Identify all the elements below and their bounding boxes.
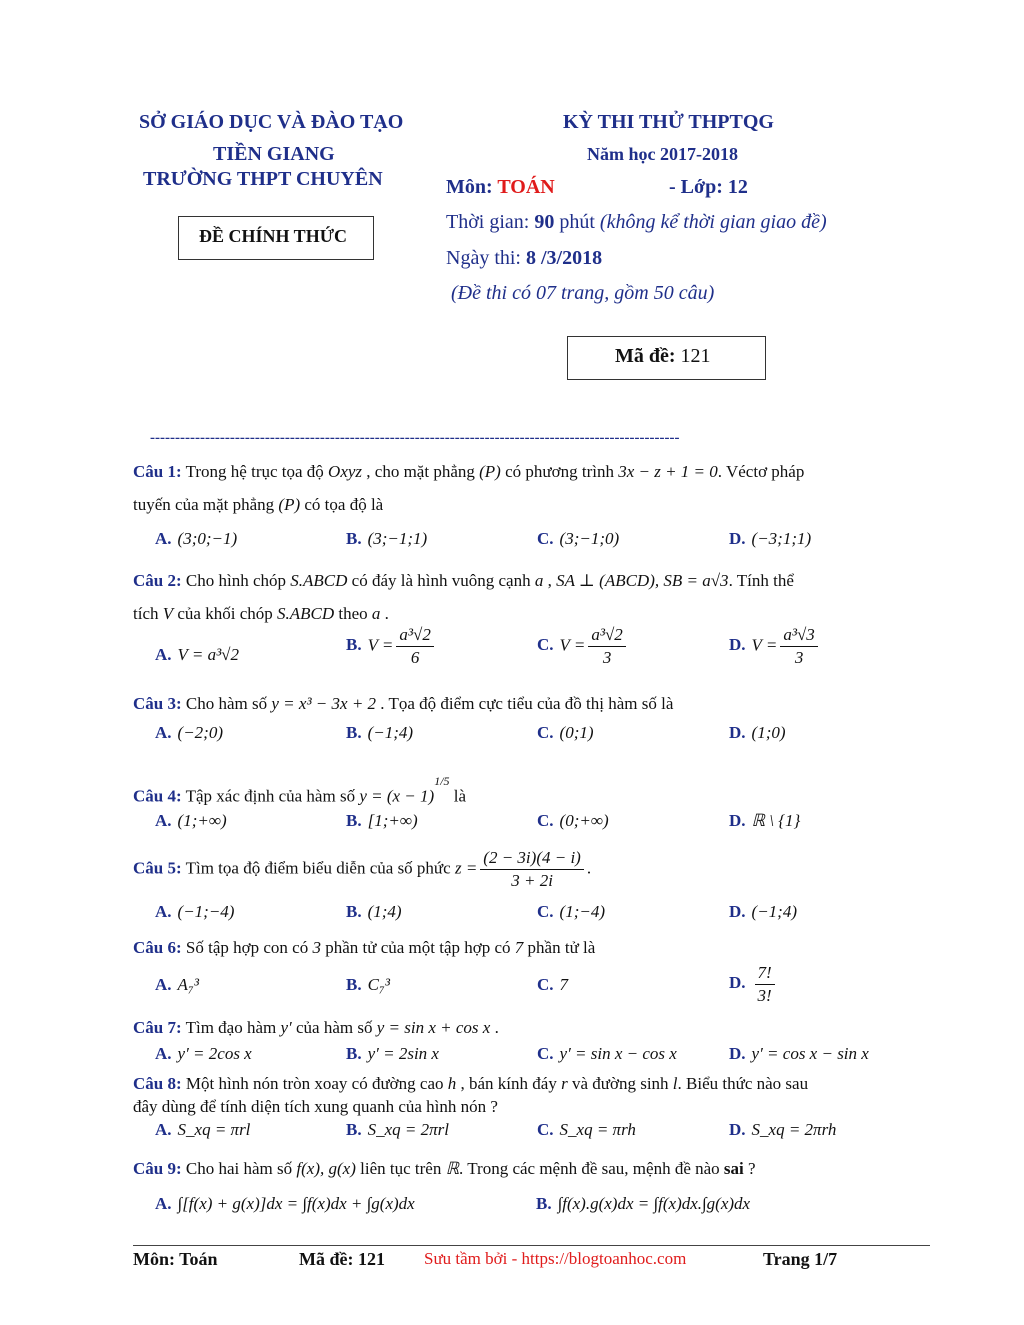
q7-text: của hàm số — [291, 1018, 377, 1037]
q6-option-c[interactable] — [537, 975, 568, 995]
option-value: (−3;1;1) — [751, 529, 812, 548]
option-value: S_xq = 2πrh — [751, 1120, 837, 1139]
q3-label: Câu 3: — [133, 694, 182, 713]
q7-label: Câu 7: — [133, 1018, 182, 1037]
option-letter: B. — [536, 1194, 552, 1213]
option-value: (−1;−4) — [177, 902, 235, 921]
footer-code: Mã đề: 121 — [299, 1249, 385, 1269]
q1-math: Oxyz — [328, 462, 363, 481]
fraction — [588, 624, 625, 669]
q5-option-b[interactable] — [346, 902, 402, 922]
footer-subject: Môn: Toán — [133, 1249, 218, 1269]
option-value: y′ = 2sin x — [367, 1044, 439, 1063]
subject-value: TOÁN — [497, 176, 555, 198]
question-9 — [133, 1158, 756, 1180]
q6-text: Số tập hợp con có — [181, 938, 313, 957]
q6-option-d[interactable] — [729, 962, 778, 1007]
q4-text: là — [449, 786, 467, 806]
fraction — [396, 624, 433, 669]
q6-option-b[interactable] — [346, 975, 390, 995]
option-letter: C. — [537, 1044, 554, 1063]
fraction-denominator: 3! — [757, 986, 772, 1005]
option-value: (3;−1;1) — [367, 529, 428, 548]
q1-math: 3x − z + 1 = 0 — [618, 462, 718, 481]
question-8-line2: đây dùng để tính diện tích xung quanh của hình nón ? — [133, 1097, 498, 1116]
fraction — [480, 847, 584, 892]
option-letter: D. — [729, 902, 746, 921]
q6-math: 3 — [312, 938, 321, 957]
exam-code-box — [567, 336, 766, 380]
q3-text: . Tọa độ điểm cực tiểu của đồ thị hàm số là — [376, 694, 674, 713]
q7-math: y = sin x + cos x — [376, 1018, 491, 1037]
option-value: (1;4) — [367, 902, 402, 921]
q9-math: ℝ — [445, 1159, 460, 1178]
q8-option-d[interactable] — [729, 1120, 836, 1140]
fraction-denominator: 3 — [794, 648, 804, 667]
q8-label: Câu 8: — [133, 1074, 182, 1093]
official-label: ĐỀ CHÍNH THỨC — [199, 226, 348, 246]
q3-option-a[interactable] — [155, 723, 223, 743]
q7-option-d[interactable] — [729, 1044, 869, 1064]
option-letter: B. — [346, 902, 362, 921]
q2-option-a[interactable] — [155, 645, 239, 665]
option-value: y′ = 2cos x — [177, 1044, 252, 1063]
q2-text: tích — [133, 604, 163, 623]
q2-math: SA ⊥ (ABCD), SB = a√3 — [556, 571, 729, 590]
option-letter: C. — [537, 811, 554, 830]
option-value: (−1;4) — [751, 902, 797, 921]
q8-text: . Biểu thức nào sau — [677, 1074, 809, 1093]
q5-text: Tìm tọa độ điểm biểu diễn của số phức — [181, 858, 455, 878]
option-value: y′ = cos x − sin x — [751, 1044, 869, 1063]
q1-text: có phương trình — [500, 462, 619, 481]
time-note: (không kể thời gian giao đề) — [599, 211, 827, 233]
q4-option-a[interactable] — [155, 811, 227, 831]
q4-option-b[interactable] — [346, 811, 418, 831]
date-line — [446, 247, 602, 270]
q2-option-c[interactable] — [537, 624, 629, 669]
option-letter: C. — [537, 635, 554, 655]
divider-line: ---------------------------------------------------------------------------------------------------------- — [150, 430, 680, 446]
option-value: V = — [367, 635, 394, 655]
q8-text: , bán kính đáy — [456, 1074, 562, 1093]
school-year: Năm học 2017-2018 — [587, 144, 738, 164]
option-value: (3;0;−1) — [177, 529, 238, 548]
option-letter: B. — [346, 723, 362, 742]
fraction-denominator: 3 — [602, 648, 612, 667]
option-value: ∫f(x).g(x)dx = ∫f(x)dx.∫g(x)dx — [557, 1194, 751, 1213]
option-letter: B. — [346, 975, 362, 994]
q2-text: , — [543, 571, 557, 590]
question-1-line2 — [133, 494, 383, 516]
q6-option-a[interactable] — [155, 975, 199, 995]
question-2 — [133, 570, 794, 592]
q7-option-c[interactable] — [537, 1044, 677, 1064]
q5-option-a[interactable] — [155, 902, 234, 922]
option-value: (1;0) — [751, 723, 786, 742]
option-value: (1;+∞) — [177, 811, 227, 830]
option-letter: A. — [155, 723, 172, 742]
q1-text: Trong hệ trục tọa độ — [181, 462, 329, 481]
option-letter: C. — [537, 723, 554, 742]
q8-math: l — [672, 1074, 678, 1093]
q1-option-c[interactable] — [537, 529, 619, 549]
q2-math: a — [534, 571, 544, 590]
fraction-numerator: a³√2 — [396, 624, 433, 647]
option-value: S_xq = 2πrl — [367, 1120, 449, 1139]
code-value: 121 — [680, 345, 711, 367]
q1-text: có tọa độ là — [300, 495, 384, 514]
option-letter: A. — [155, 811, 172, 830]
option-value: V = — [559, 635, 586, 655]
code-label: Mã đề: — [615, 345, 681, 367]
option-value: S_xq = πrh — [559, 1120, 636, 1139]
option-value: A₇³ — [177, 975, 199, 994]
q1-text: , cho mặt phẳng — [362, 462, 480, 481]
option-value: V = a³√2 — [177, 645, 240, 664]
option-letter: A. — [155, 529, 172, 548]
question-3 — [133, 693, 673, 715]
q2-option-b[interactable] — [346, 624, 437, 669]
q6-math: 7 — [514, 938, 524, 957]
q4-text: Tập xác định của hàm số — [181, 786, 360, 806]
q9-text: . Trong các mệnh đề sau, mệnh đề nào — [459, 1159, 724, 1178]
option-letter: D. — [729, 1044, 746, 1063]
q1-text: tuyến của mặt phẳng — [133, 495, 279, 514]
q9-emphasis: sai — [723, 1159, 744, 1178]
footer-page: Trang 1/7 — [763, 1249, 838, 1269]
time-unit: phút — [554, 211, 600, 233]
fraction-numerator: a³√3 — [780, 624, 817, 647]
q2-text: theo — [334, 604, 372, 623]
official-box — [178, 216, 374, 260]
q1-math: (P) — [278, 495, 301, 514]
footer-divider — [133, 1245, 930, 1246]
q2-option-d[interactable] — [729, 624, 821, 669]
option-letter: D. — [729, 1120, 746, 1139]
fraction-denominator: 6 — [410, 648, 420, 667]
option-letter: A. — [155, 1194, 172, 1213]
option-value: V = — [751, 635, 778, 655]
q8-text: và đường sinh — [567, 1074, 673, 1093]
subject-label: Môn: — [446, 176, 498, 198]
q8-option-b[interactable] — [346, 1120, 449, 1140]
question-5 — [133, 847, 591, 892]
q4-option-c[interactable] — [537, 811, 609, 831]
fraction — [780, 624, 817, 669]
q2-math: S.ABCD — [277, 604, 335, 623]
fraction-numerator: (2 − 3i)(4 − i) — [480, 847, 584, 870]
subject-line — [446, 176, 555, 199]
grade: - Lớp: 12 — [669, 176, 748, 198]
q2-label: Câu 2: — [133, 571, 182, 590]
fraction-numerator: 7! — [755, 962, 775, 985]
question-8 — [133, 1073, 808, 1095]
option-letter: B. — [346, 635, 362, 655]
q3-option-c[interactable] — [537, 723, 594, 743]
q5-option-c[interactable] — [537, 902, 605, 922]
q2-math: V — [162, 604, 174, 623]
dept-line1: SỞ GIÁO DỤC VÀ ĐÀO TẠO — [139, 111, 404, 133]
question-7 — [133, 1017, 499, 1039]
q9-text: ? — [743, 1159, 756, 1178]
option-value: C₇³ — [367, 975, 390, 994]
q5-text: . — [586, 858, 592, 878]
q8-option-c[interactable] — [537, 1120, 636, 1140]
option-letter: D. — [729, 811, 746, 830]
option-letter: B. — [346, 1044, 362, 1063]
time-line — [446, 211, 827, 234]
option-value: (3;−1;0) — [559, 529, 620, 548]
q1-label: Câu 1: — [133, 462, 182, 481]
q1-option-a[interactable] — [155, 529, 237, 549]
q9-text: liên tục trên — [355, 1159, 446, 1178]
pages-note: (Đề thi có 07 trang, gồm 50 câu) — [451, 282, 715, 304]
q7-text: Tìm đạo hàm — [181, 1018, 281, 1037]
fraction — [755, 962, 775, 1007]
time-value: 90 — [534, 211, 555, 233]
q7-option-a[interactable] — [155, 1044, 252, 1064]
time-label: Thời gian: — [446, 211, 535, 233]
q1-math: (P) — [479, 462, 501, 481]
q3-text: Cho hàm số — [181, 694, 272, 713]
option-letter: D. — [729, 635, 746, 655]
footer-source-link[interactable]: Sưu tầm bởi - https://blogtoanhoc.com — [424, 1249, 687, 1268]
q7-option-b[interactable] — [346, 1044, 439, 1064]
option-value: (0;1) — [559, 723, 594, 742]
q5-label: Câu 5: — [133, 858, 182, 878]
q4-exponent: 1/5 — [434, 774, 450, 788]
option-value: (−1;4) — [367, 723, 414, 742]
q2-text: . Tính thể — [728, 571, 794, 590]
option-value: S_xq = πrl — [177, 1120, 251, 1139]
option-value: [1;+∞) — [367, 811, 418, 830]
option-letter: C. — [537, 1120, 554, 1139]
option-letter: C. — [537, 902, 554, 921]
q2-text: Cho hình chóp — [181, 571, 291, 590]
q4-math: y = (x − 1) — [359, 786, 435, 806]
option-value: 7 — [559, 975, 569, 994]
option-value: (1;−4) — [559, 902, 605, 921]
option-letter: B. — [346, 1120, 362, 1139]
date-label: Ngày thi: — [446, 247, 526, 269]
q2-text: . — [380, 604, 389, 623]
q1-option-b[interactable] — [346, 529, 427, 549]
date-value: 8 /3/2018 — [526, 247, 603, 269]
option-letter: A. — [155, 645, 172, 664]
q8-math: h — [447, 1074, 457, 1093]
q9-label: Câu 9: — [133, 1159, 182, 1178]
option-value: ℝ \ {1} — [751, 811, 801, 830]
q1-text: . Véctơ pháp — [717, 462, 805, 481]
option-letter: C. — [537, 529, 554, 548]
option-letter: A. — [155, 975, 172, 994]
q4-option-d[interactable] — [729, 811, 800, 831]
q2-math: S.ABCD — [290, 571, 348, 590]
question-2-line2 — [133, 603, 389, 625]
q3-math: y = x³ − 3x + 2 — [271, 694, 377, 713]
q9-option-b[interactable] — [536, 1194, 750, 1214]
dept-line2: TIỀN GIANG — [213, 143, 335, 165]
option-value: (0;+∞) — [559, 811, 609, 830]
q8-math: r — [561, 1074, 568, 1093]
option-value: (−2;0) — [177, 723, 223, 742]
q7-text: . — [490, 1018, 499, 1037]
school-name: TRƯỜNG THPT CHUYÊN — [143, 168, 383, 190]
exam-title: KỲ THI THỬ THPTQG — [563, 111, 774, 133]
question-1 — [133, 461, 804, 483]
q2-text: của khối chóp — [173, 604, 277, 623]
option-letter: D. — [729, 973, 746, 993]
q9-text: Cho hai hàm số — [181, 1159, 297, 1178]
option-value: y′ = sin x − cos x — [559, 1044, 677, 1063]
q5-option-d[interactable] — [729, 902, 797, 922]
q6-label: Câu 6: — [133, 938, 182, 957]
q1-option-d[interactable] — [729, 529, 811, 549]
option-letter: B. — [346, 529, 362, 548]
q2-math: a — [371, 604, 381, 623]
option-letter: A. — [155, 1120, 172, 1139]
q4-label: Câu 4: — [133, 786, 182, 806]
option-letter: A. — [155, 1044, 172, 1063]
option-letter: C. — [537, 975, 554, 994]
q8-option-a[interactable] — [155, 1120, 250, 1140]
q3-option-b[interactable] — [346, 723, 413, 743]
q6-text: phần tử là — [523, 938, 596, 957]
fraction-numerator: a³√2 — [588, 624, 625, 647]
q2-text: có đáy là hình vuông cạnh — [347, 571, 535, 590]
fraction-denominator: 3 + 2i — [511, 871, 553, 890]
option-value: ∫[f(x) + g(x)]dx = ∫f(x)dx + ∫g(x)dx — [177, 1194, 415, 1213]
option-letter: B. — [346, 811, 362, 830]
question-4 — [133, 774, 467, 808]
option-letter: A. — [155, 902, 172, 921]
question-6 — [133, 937, 595, 959]
q9-math: f(x), g(x) — [296, 1159, 356, 1178]
option-letter: D. — [729, 529, 746, 548]
q9-option-a[interactable] — [155, 1194, 415, 1214]
exam-code — [615, 345, 711, 368]
option-letter: D. — [729, 723, 746, 742]
q5-math: z = — [454, 858, 478, 878]
q6-text: phần tử của một tập hợp có — [320, 938, 515, 957]
q3-option-d[interactable] — [729, 723, 786, 743]
q7-math: y′ — [280, 1018, 292, 1037]
q8-text: Một hình nón tròn xoay có đường cao — [181, 1074, 448, 1093]
